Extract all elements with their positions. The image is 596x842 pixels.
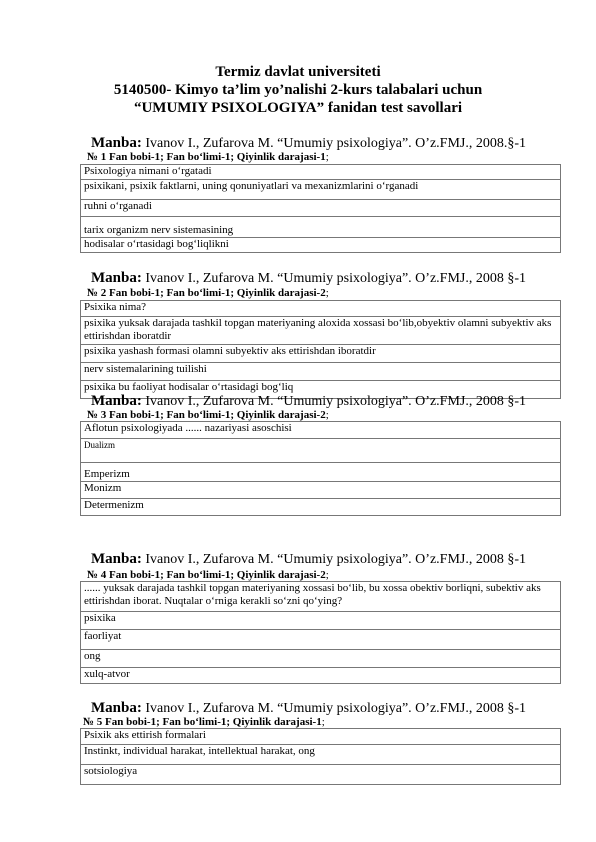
question-5-table <box>80 728 561 785</box>
answer-option: ruhni o‘rganadi <box>81 200 561 217</box>
answer-row <box>81 463 561 482</box>
answer-option: Determenizm <box>81 499 561 516</box>
question-text: Aflotun psixologiyada ...... nazariyasi asoschisi <box>81 422 561 439</box>
answer-option: faorliyat <box>81 630 561 650</box>
source-text: Ivanov I., Zufarova M. “Umumiy psixologiya”. O’z.FMJ., 2008 §-1 <box>141 394 527 409</box>
source-label: Manba: <box>91 135 142 151</box>
meta-text: № 3 Fan bobi-1; Fan bo‘limi-1; Qiyinlik darajasi-2 <box>87 409 326 421</box>
answer-option: psixikani, psixik faktlarni, uning qonuniyatlari va mexanizmlarini o‘rganadi <box>81 180 561 200</box>
answer-row <box>81 765 561 785</box>
source-text: Ivanov I., Zufarova M. “Umumiy psixologiya”. O’z.FMJ., 2008 §-1 <box>141 271 527 286</box>
university-title: Termiz davlat universiteti <box>215 64 381 80</box>
question-row <box>81 165 561 180</box>
answer-row <box>81 630 561 650</box>
answer-option: Instinkt, individual harakat, intellektual harakat, ong <box>81 745 561 765</box>
answer-option: xulq-atvor <box>81 668 561 684</box>
question-5-source <box>91 700 526 717</box>
answer-option: nerv sistemalarining tuilishi <box>81 363 561 381</box>
question-3-table <box>80 421 561 516</box>
answer-row <box>81 317 561 345</box>
meta-text: № 4 Fan bobi-1; Fan bo‘limi-1; Qiyinlik darajasi-2 <box>87 569 326 581</box>
answer-row <box>81 363 561 381</box>
question-2-table <box>80 300 561 399</box>
source-text: Ivanov I., Zufarova M. “Umumiy psixologiya”. O’z.FMJ., 2008 §-1 <box>141 552 527 567</box>
answer-option: Monizm <box>81 482 561 499</box>
answer-option: psixika bu faoliyat hodisalar o‘rtasidagi bog‘liq <box>81 381 561 399</box>
meta-semicolon: ; <box>325 287 329 299</box>
answer-row <box>81 238 561 253</box>
meta-semicolon: ; <box>325 569 329 581</box>
meta-semicolon: ; <box>325 151 329 163</box>
answer-option: tarix organizm nerv sistemasining <box>81 217 561 238</box>
program-title: 5140500- Kimyo ta’lim yo’nalishi 2-kurs talabalari uchun <box>113 82 483 98</box>
answer-option: psixika <box>81 612 561 630</box>
answer-row <box>81 200 561 217</box>
source-label: Manba: <box>91 393 142 409</box>
source-label: Manba: <box>91 551 142 567</box>
answer-option: psixika yashash formasi olamni subyektiv aks ettirishdan iboratdir <box>81 345 561 363</box>
question-1-source <box>91 135 526 152</box>
meta-semicolon: ; <box>325 409 329 421</box>
question-4-source <box>91 551 526 568</box>
question-row <box>81 422 561 439</box>
question-row <box>81 729 561 745</box>
answer-row <box>81 217 561 238</box>
answer-option: Emperizm <box>81 463 561 482</box>
answer-option: psixika yuksak darajada tashkil topgan materiyaning aloxida xossasi bo‘lib,obyektiv olamni subyektiv aks ettirishdan iboratdir <box>81 317 561 345</box>
answer-row <box>81 482 561 499</box>
question-text: Psixika nima? <box>81 301 561 317</box>
subject-title: “UMUMIY PSIXOLOGIYA” fanidan test savollari <box>133 100 463 116</box>
answer-row <box>81 180 561 200</box>
meta-text: № 2 Fan bobi-1; Fan bo‘limi-1; Qiyinlik darajasi-2 <box>87 287 326 299</box>
question-4-table <box>80 581 561 684</box>
question-2-source <box>91 270 526 287</box>
answer-option: ong <box>81 650 561 668</box>
answer-row <box>81 499 561 516</box>
question-row <box>81 582 561 612</box>
answer-option: sotsiologiya <box>81 765 561 785</box>
answer-row <box>81 745 561 765</box>
question-1-meta <box>87 151 329 164</box>
answer-row <box>81 612 561 630</box>
answer-row <box>81 668 561 684</box>
answer-row <box>81 439 561 463</box>
meta-text: № 5 Fan bobi-1; Fan bo‘limi-1; Qiyinlik darajasi-1 <box>83 716 322 728</box>
question-text: ...... yuksak darajada tashkil topgan materiyaning xossasi bo‘lib, bu xossa obektiv borliqni, subektiv aks ettirishdan iborat. Nuqtalar o‘rniga kerakli so‘zni qo‘ying? <box>81 582 561 612</box>
meta-semicolon: ; <box>321 716 325 728</box>
answer-row <box>81 345 561 363</box>
source-text: Ivanov I., Zufarova M. “Umumiy psixologiya”. O’z.FMJ., 2008.§-1 <box>141 136 527 151</box>
question-3-source <box>91 393 526 410</box>
answer-row <box>81 650 561 668</box>
question-text: Psixik aks ettirish formalari <box>81 729 561 745</box>
question-text: Psixologiya nimani o‘rgatadi <box>81 165 561 180</box>
answer-option: hodisalar o‘rtasidagi bog‘liqlikni <box>81 238 561 253</box>
source-label: Manba: <box>91 700 142 716</box>
source-text: Ivanov I., Zufarova M. “Umumiy psixologiya”. O’z.FMJ., 2008 §-1 <box>141 701 527 716</box>
question-row <box>81 301 561 317</box>
answer-option: Dualizm <box>81 439 561 463</box>
source-label: Manba: <box>91 270 142 286</box>
question-2-meta <box>87 287 329 300</box>
meta-text: № 1 Fan bobi-1; Fan bo‘limi-1; Qiyinlik darajasi-1 <box>87 151 326 163</box>
question-1-table <box>80 164 561 253</box>
